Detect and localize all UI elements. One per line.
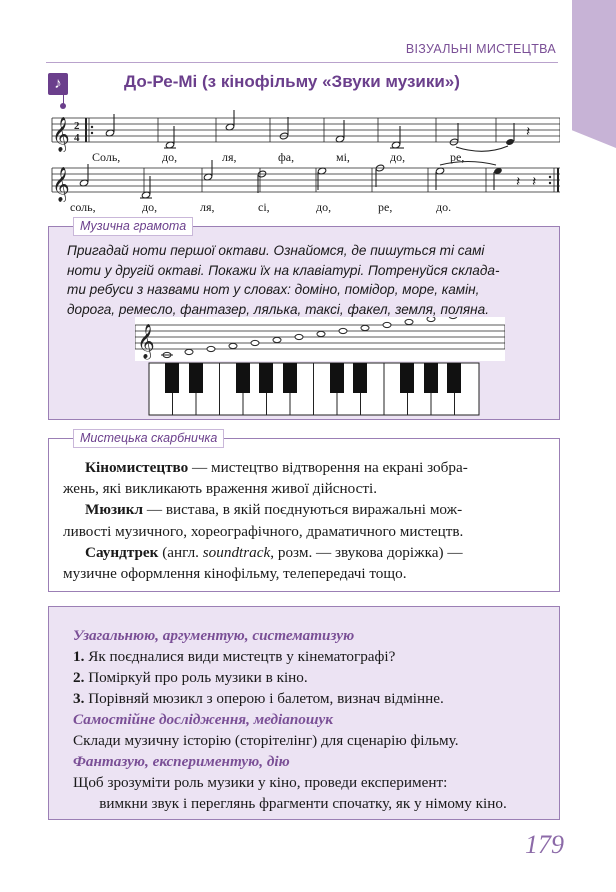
lyric: ре, — [450, 150, 465, 164]
header-divider — [46, 62, 558, 63]
term: Саундтрек — [85, 543, 159, 561]
lyric: Соль, — [92, 150, 121, 164]
definitions — [63, 457, 545, 584]
text-line: дорога, ремесло, фантазер, лялька, таксі, факел, земля, поляна. — [67, 301, 489, 317]
definition-text: , розм. — звукова доріжка) — — [270, 543, 463, 561]
lyrics-line-2 — [0, 200, 616, 216]
definition-text: жень, які викликають враження живої дійсності. — [63, 480, 378, 498]
definition-text: ливості музичного, хореографічного, драматичного мистецтв. — [63, 522, 464, 540]
keyboard-illustration — [135, 317, 505, 417]
definition-text: — мистецтво відтворення на екрані зобра- — [188, 459, 468, 476]
lyric: ре, — [378, 200, 393, 214]
task-item: 2. Поміркуй про роль музики в кіно. — [73, 669, 308, 686]
definition-text: музичне оформлення кінофільму, телепередачі тощо. — [63, 565, 407, 583]
task-experiment-text-cont: вимкни звук і переглянь фрагменти спочатку, як у німому кіно. — [99, 795, 507, 812]
lyric: до, — [390, 150, 406, 164]
definition-soundtrack — [63, 542, 545, 563]
tasks-content — [73, 625, 543, 814]
corner-tab — [572, 0, 616, 148]
lyric: мі, — [336, 150, 350, 164]
tasks-heading-experiment: Фантазую, експериментую, дію — [73, 753, 290, 770]
time-sig-top: 2 — [74, 120, 80, 132]
note-icon-pin — [63, 95, 64, 105]
lyric: ля, — [222, 150, 237, 164]
musical-literacy-box — [48, 219, 560, 420]
definition-cinema — [63, 457, 545, 478]
svg-text:𝄽: 𝄽 — [516, 174, 521, 190]
lyric: соль, — [70, 200, 96, 214]
art-treasury-box — [48, 431, 560, 592]
tasks-heading-generalize: Узагальнюю, аргументую, систематизую — [73, 627, 355, 644]
lyric: до, — [162, 150, 178, 164]
svg-text:𝄞: 𝄞 — [52, 167, 70, 202]
staff-line-1 — [48, 110, 560, 152]
song-title: До-Ре-Мі (з кінофільму «Звуки музики») — [124, 72, 460, 91]
lyric: до, — [142, 200, 158, 214]
musical-literacy-label: Музична грамота — [73, 217, 193, 236]
task-item: 3. Порівняй мюзикл з оперою і балетом, визнач відмінне. — [73, 690, 444, 707]
lyric: до, — [316, 200, 332, 214]
time-sig-bottom: 4 — [74, 132, 80, 144]
task-item: 1. Як поєдналися види мистецтв у кінематографі? — [73, 648, 396, 665]
lyric: фа, — [278, 150, 295, 164]
page-number: 179 — [525, 830, 564, 859]
staff-line-2 — [48, 160, 560, 202]
definition-cinema-cont — [63, 478, 545, 499]
section-title: ВІЗУАЛЬНІ МИСТЕЦТВА — [405, 42, 556, 56]
task-experiment-text: Щоб зрозуміти роль музики у кіно, проведи експеримент: — [73, 774, 448, 791]
definition-text: — вистава, в якій поєднуються виражальні мож- — [143, 501, 463, 519]
definition-text: (англ. — [158, 543, 203, 561]
definition-soundtrack-cont — [63, 563, 545, 584]
svg-text:𝄞: 𝄞 — [52, 117, 70, 152]
lyric: сі, — [258, 200, 270, 214]
text-line: ти ребуси з назвами нот у словах: доміно, помідор, море, камін, — [67, 282, 480, 297]
art-treasury-label: Мистецька скарбничка — [73, 429, 224, 448]
definition-italic: soundtrack — [202, 543, 271, 561]
term: Кіномистецтво — [85, 459, 189, 476]
music-note-icon: ♪ — [48, 73, 68, 95]
lyric: до. — [436, 200, 452, 214]
tasks-box — [48, 606, 560, 820]
definition-musical-cont — [63, 521, 545, 542]
definition-musical — [63, 499, 545, 520]
text-line: Пригадай ноти першої октави. Ознайомся, де пишуться ті самі — [67, 243, 485, 258]
musical-literacy-text — [67, 241, 547, 319]
term: Мюзикл — [85, 501, 144, 519]
lyric: ля, — [200, 200, 215, 214]
text-line: ноти у другій октаві. Покажи їх на клавіатурі. Потренуйся склада- — [67, 262, 500, 278]
svg-text:𝄞: 𝄞 — [137, 324, 155, 359]
task-research-text: Склади музичну історію (сторітелінг) для сценарію фільму. — [73, 732, 459, 749]
tasks-heading-research: Самостійне дослідження, медіапошук — [73, 711, 333, 728]
svg-text:𝄽: 𝄽 — [532, 174, 537, 190]
svg-text:𝄽: 𝄽 — [526, 124, 531, 140]
